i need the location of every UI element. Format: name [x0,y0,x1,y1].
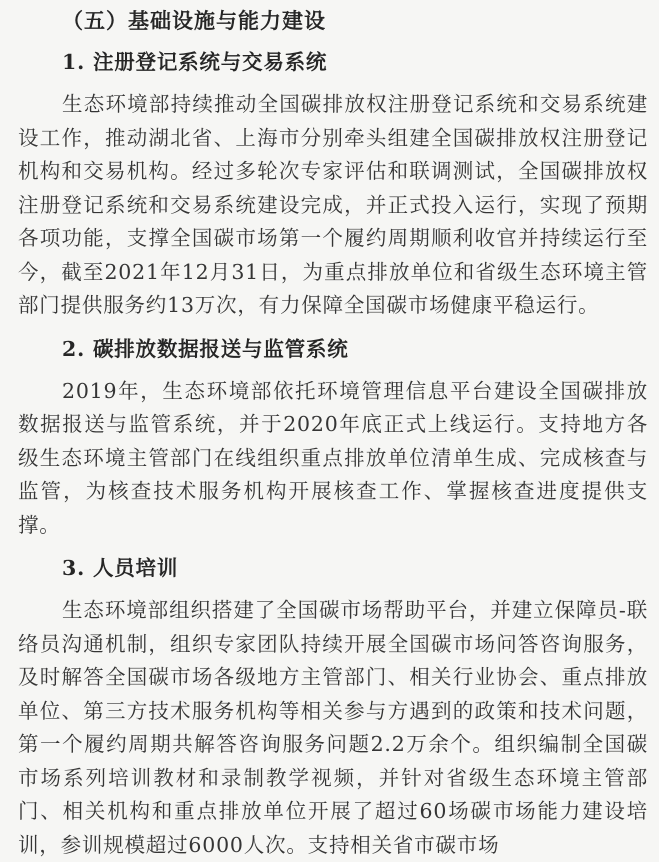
subsection-heading-training: 3. 人员培训 [62,556,179,580]
paragraph-emissions-data: 2019年，生态环境部依托环境管理信息平台建设全国碳排放数据报送与监管系统，并于2020年底正式上线运行。支持地方各级生态环境主管部门在线组织重点排放单位清单生成、完成核查与监管，为核查技术服务机构开展核查工作、掌握核查进度提供支撑。 [18,378,648,537]
paragraph-registry-trading: 生态环境部持续推动全国碳排放权注册登记系统和交易系统建设工作，推动湖北省、上海市分别牵头组建全国碳排放权注册登记机构和交易机构。经过多轮次专家评估和联调测试，全国碳排放权注册登记系统和交易系统建设完成，并正式投入运行，实现了预期各项功能，支撑全国碳市场第一个履约周期顺利收官并持续运行至今，截至2021年12月31日，为重点排放单位和省级生态环境主管部门提供服务约13万次，有力保障全国碳市场健康平稳运行。 [18,92,648,317]
subsection-heading-registry-trading: 1. 注册登记系统与交易系统 [62,50,328,74]
subsection-heading-emissions-data: 2. 碳排放数据报送与监管系统 [62,336,349,361]
section-heading: （五）基础设施与能力建设 [62,8,326,33]
paragraph-training: 生态环境部组织搭建了全国碳市场帮助平台，并建立保障员-联络员沟通机制，组织专家团队持续开展全国碳市场问答咨询服务，及时解答全国碳市场各级地方主管部门、相关行业协会、重点排放单位、第三方技术服务机构等相关参与方遇到的政策和技术问题，第一个履约周期共解答咨询服务问题2.2万余个。组织编制全国碳市场系列培训教材和录制教学视频，并针对省级生态环境主管部门、相关机构和重点排放单位开展了超过60场碳市场能力建设培训，参训规模超过6000人次。支持相关省市碳市场 [18,598,648,857]
